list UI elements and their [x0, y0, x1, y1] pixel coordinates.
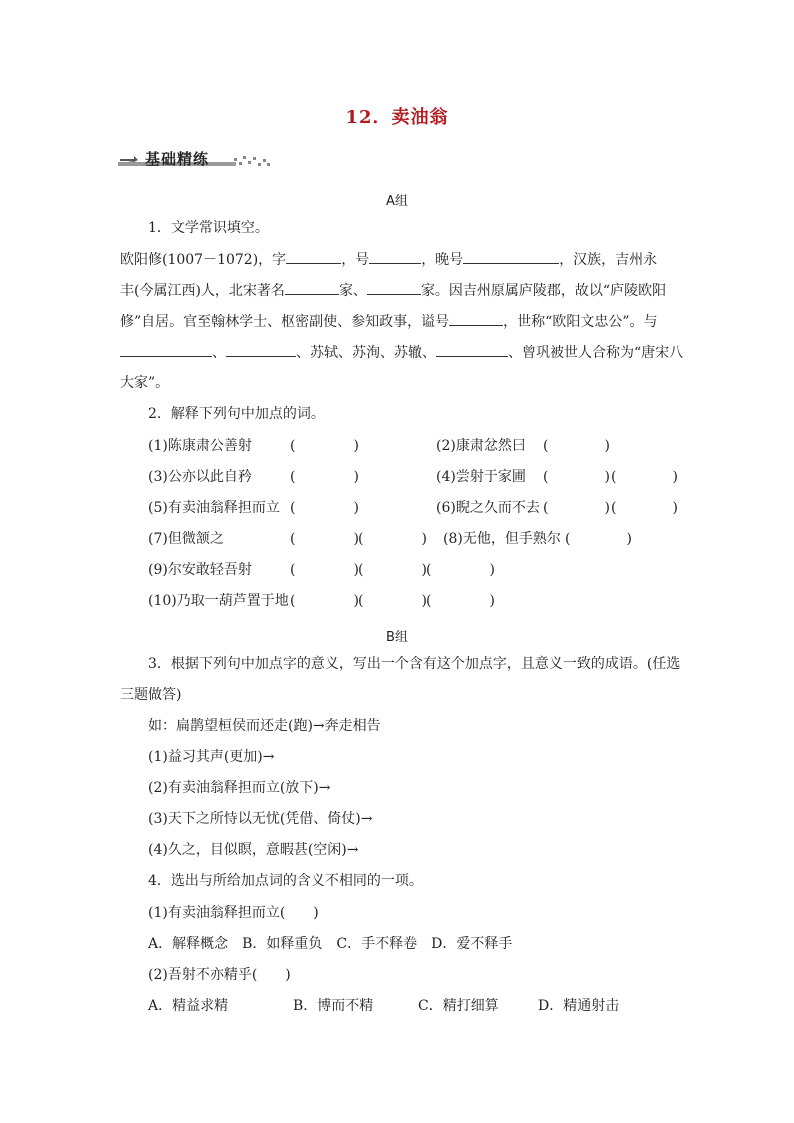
answer-paren[interactable]: ( )	[358, 562, 427, 578]
answer-paren[interactable]: ( )	[290, 500, 359, 516]
answer-paren[interactable]: ( )	[611, 500, 678, 516]
q1-line-1: 欧阳修(1007－1072)，字 ，号 ，晚号 ，汉族，吉州永	[120, 249, 657, 270]
q2-item-3: (3)公亦以此自矜	[148, 469, 252, 485]
answer-paren[interactable]: ( )	[426, 562, 495, 578]
q2-item-9: (9)尔安敢轻吾射	[148, 562, 252, 578]
q4-sub-2: (2)吾射不亦精乎( )	[148, 967, 291, 983]
answer-paren[interactable]: ( )	[611, 469, 678, 485]
q1-heading: 1．文学常识填空。	[148, 220, 269, 236]
answer-paren[interactable]: ( )	[358, 593, 427, 609]
answer-paren[interactable]: ( )	[426, 593, 495, 609]
blank-field[interactable]	[285, 280, 339, 295]
banner-dots-icon	[234, 154, 270, 168]
blank-field[interactable]	[449, 311, 503, 326]
answer-paren[interactable]: ( )	[290, 438, 359, 454]
answer-paren[interactable]: ( )	[290, 562, 359, 578]
q3-heading: 3．根据下列句中加点字的意义，写出一个含有这个加点字，且意义一致的成语。(任选	[148, 656, 681, 672]
q2-item-2: (2)康肃忿然曰	[436, 438, 526, 454]
q4-option-d: D．精通射击	[538, 998, 620, 1014]
answer-paren[interactable]: ( )	[290, 531, 359, 547]
q4-heading: 4．选出与所给加点词的含义不相同的一项。	[148, 873, 423, 889]
banner-label: 基础精练	[145, 150, 210, 168]
q3-item-3: (3)天下之所恃以无忧(凭借、倚仗)→	[148, 811, 373, 827]
q3-item-2: (2)有卖油翁释担而立(放下)→	[148, 780, 331, 796]
q3-example: 如：扁鹊望桓侯而还走(跑)→奔走相告	[148, 718, 381, 734]
answer-paren[interactable]: ( )	[543, 500, 610, 516]
q2-item-4: (4)尝射于家圃	[436, 469, 526, 485]
q3-item-4: (4)久之，目似瞑，意暇甚(空闲)→	[148, 842, 359, 858]
blank-field[interactable]	[463, 249, 559, 264]
blank-field[interactable]	[367, 280, 421, 295]
q4-options-1: A．解释概念 B．如释重负 C．手不释卷 D．爱不释手	[148, 936, 513, 952]
blank-field[interactable]	[286, 249, 341, 264]
answer-paren[interactable]: ( )	[543, 469, 610, 485]
q2-item-10: (10)乃取一葫芦置于地	[148, 593, 289, 609]
q1-line-3: 修”自居。官至翰林学士、枢密副使、参知政事，谥号 ，世称“欧阳文忠公”。与	[120, 311, 657, 332]
q4-option-c: C．精打细算	[418, 998, 499, 1014]
q1-line-4: 、 、苏轼、苏洵、苏辙、 、曾巩被世人合称为“唐宋八	[120, 342, 683, 363]
q3-heading-cont: 三题做答)	[120, 687, 182, 703]
q4-option-b: B．博而不精	[293, 998, 374, 1014]
q1-line-2: 丰(今属江西)人，北宋著名 家、 家。因吉州原属庐陵郡，故以“庐陵欧阳	[120, 280, 666, 301]
q2-item-1: (1)陈康肃公善射	[148, 438, 252, 454]
q2-item-6: (6)睨之久而不去	[436, 500, 540, 516]
blank-field[interactable]	[436, 342, 508, 357]
answer-paren[interactable]: ( )	[358, 531, 427, 547]
q4-sub-1: (1)有卖油翁释担而立( )	[148, 905, 319, 921]
q2-heading: 2．解释下列句中加点的词。	[148, 406, 325, 422]
q2-item-8: (8)无他，但手熟尔	[443, 531, 561, 547]
q2-item-5: (5)有卖油翁释担而立	[148, 500, 280, 516]
arrow-icon	[120, 152, 138, 162]
answer-paren[interactable]: ( )	[565, 531, 632, 547]
q2-item-7: (7)但微颔之	[148, 531, 224, 547]
blank-field[interactable]	[226, 342, 296, 357]
blank-field[interactable]	[369, 249, 421, 264]
q4-option-a: A．精益求精	[148, 998, 229, 1014]
section-banner	[118, 148, 270, 170]
answer-paren[interactable]: ( )	[543, 438, 610, 454]
answer-paren[interactable]: ( )	[290, 469, 359, 485]
group-b-label: B组	[386, 630, 408, 645]
q1-line-5: 大家”。	[120, 375, 170, 391]
answer-paren[interactable]: ( )	[290, 593, 359, 609]
group-a-label: A组	[386, 194, 408, 209]
q3-item-1: (1)益习其声(更加)→	[148, 749, 275, 765]
blank-field[interactable]	[120, 342, 212, 357]
page-title: 12．卖油翁	[345, 107, 449, 128]
